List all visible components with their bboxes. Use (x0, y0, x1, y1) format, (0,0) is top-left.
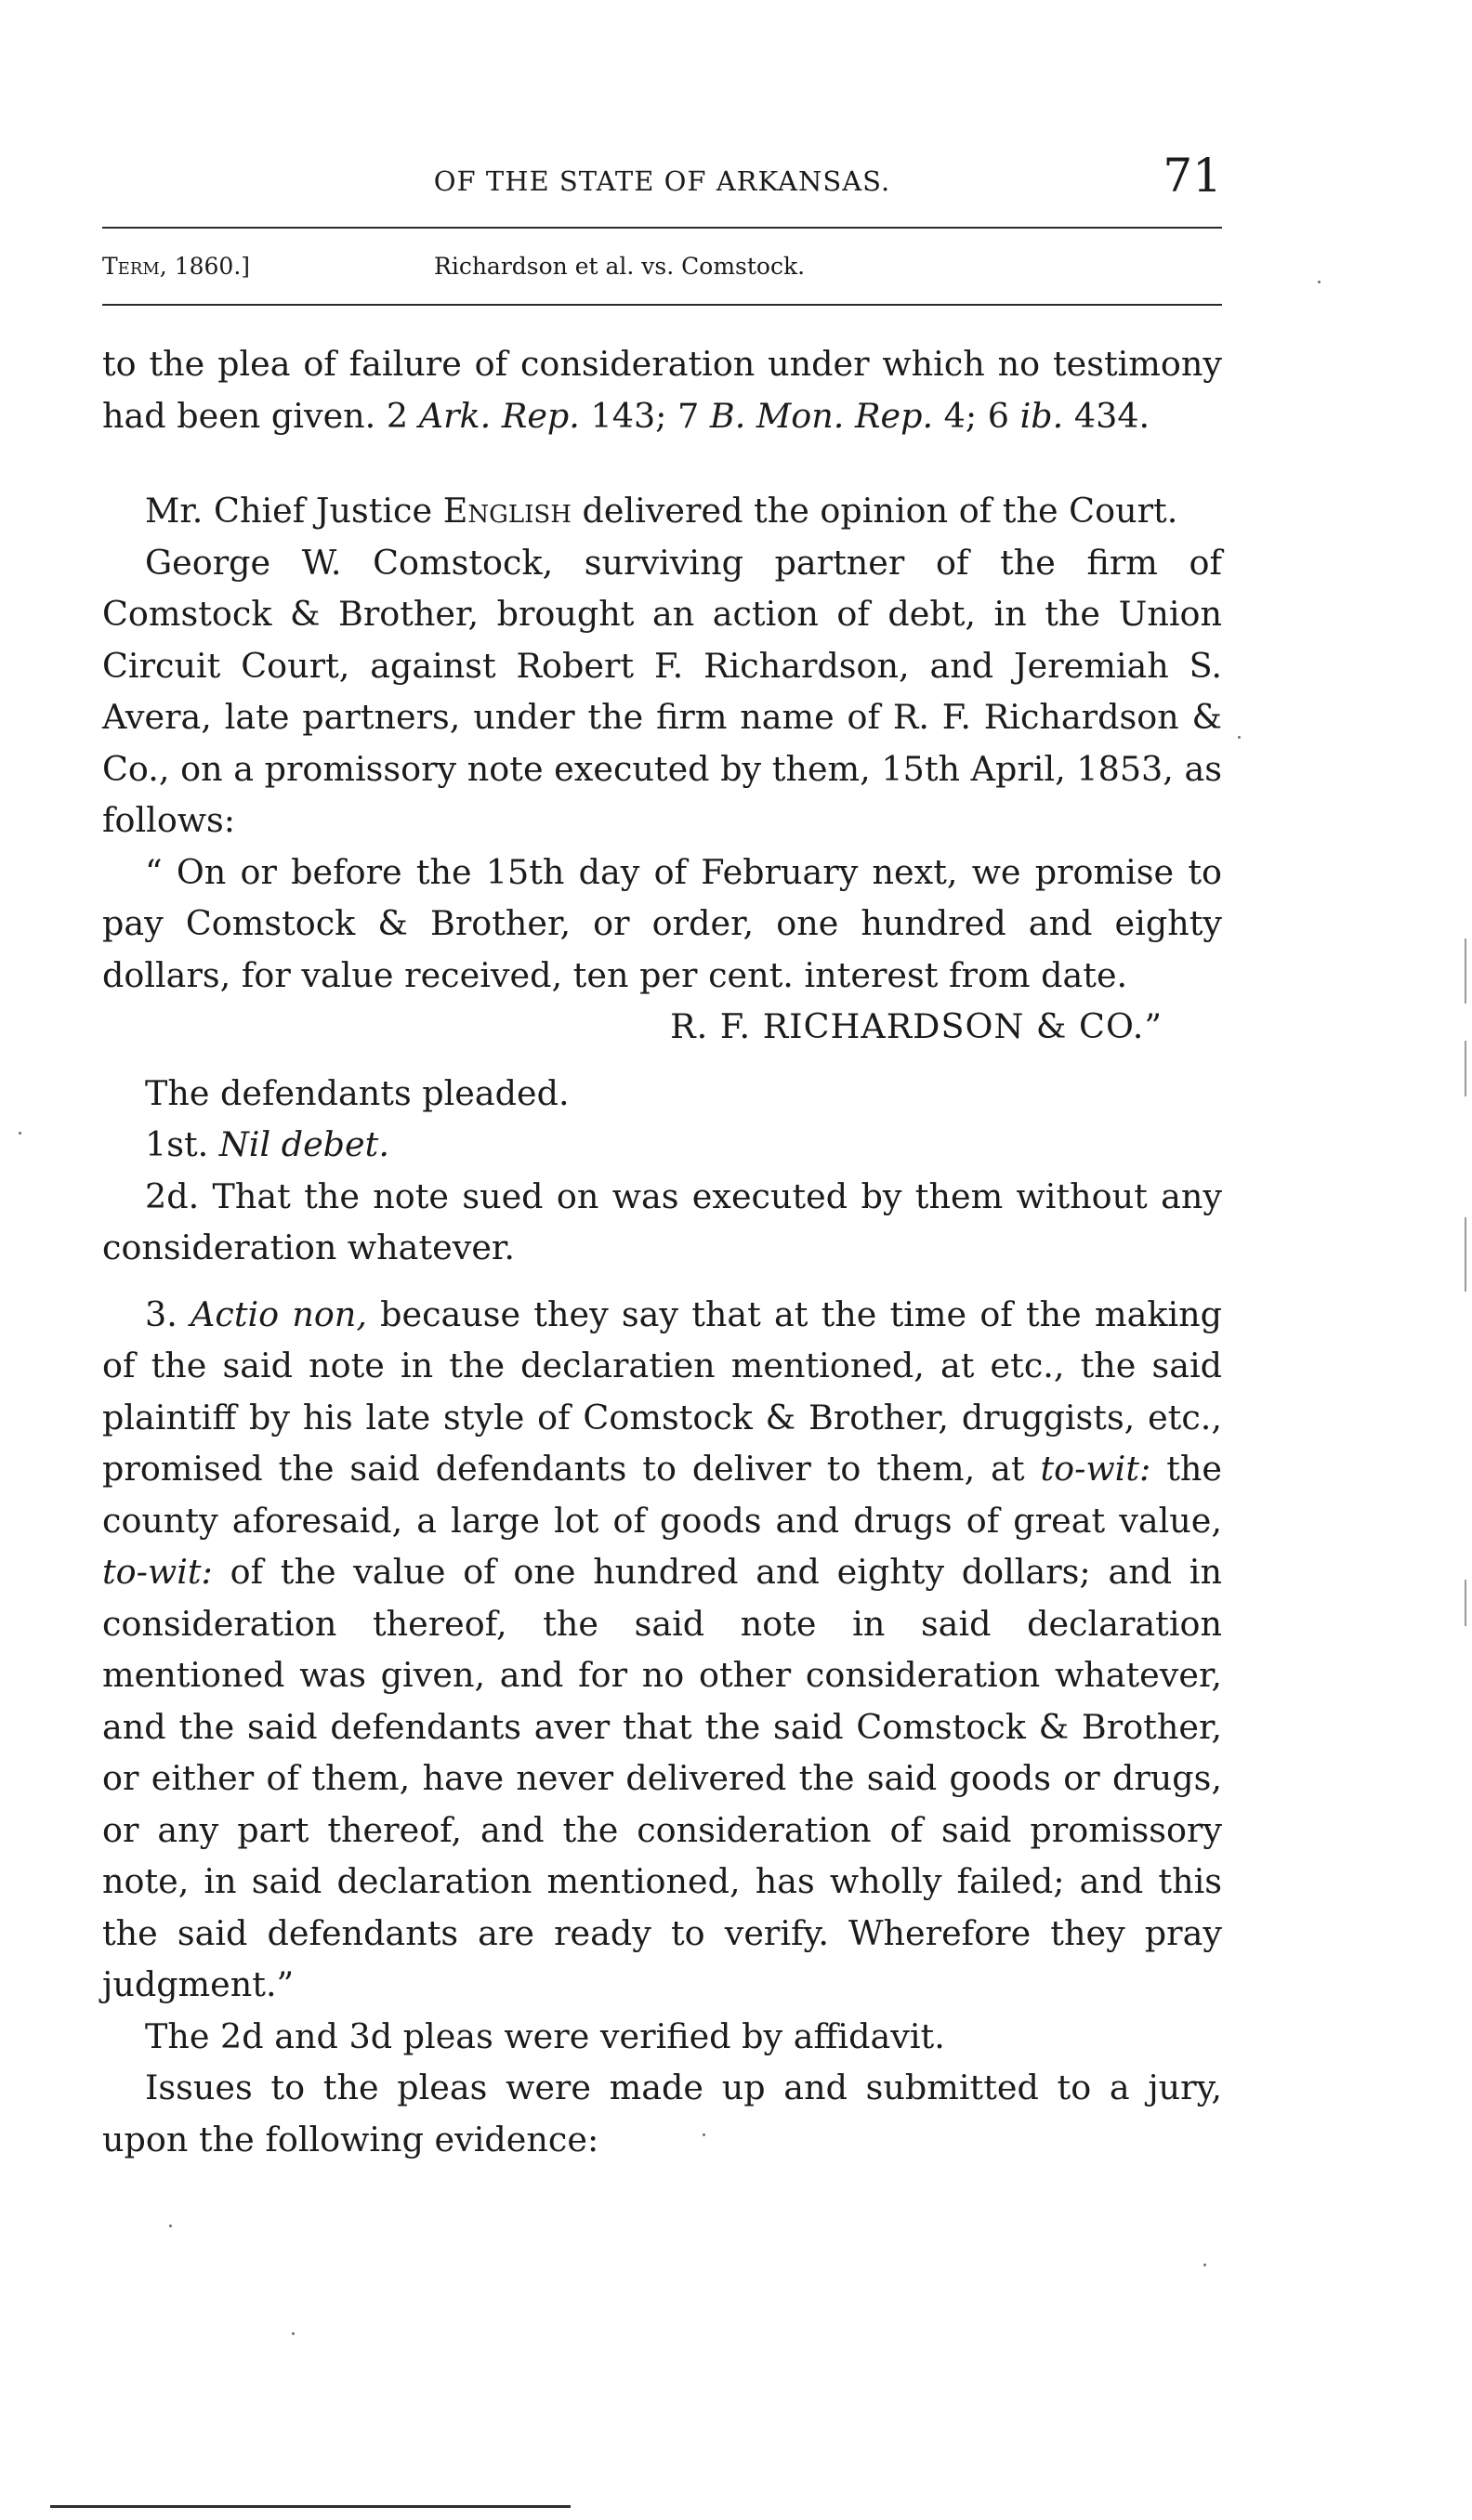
paragraph-issues: Issues to the pleas were made up and submitted to a jury, upon the following evidence: (102, 2067, 1222, 2159)
paragraph-third-plea: 3. Actio non, because they say that at the time of the making of the said note in the declaratien mentioned, at etc., the said plaintiff by his late style of Comstock & Brother, druggists, etc., promised the said defendants to deliver to them, at to-wit: the county aforesaid, a large lot of goods and drugs of great value, to-wit: of the value of one hundred and eighty dollars; and in consideration thereof, the said note in said declaration mentioned was given, and for no other consideration whatever, and the said defendants aver that the said Comstock & Brother, or either of them, have never delivered the said goods or drugs, or any part thereof, and the consideration of said promissory note, in said declaration mentioned, has wholly failed; and this the said defendants are ready to verify. Wherefore they pray judgment.” (102, 1293, 1223, 2004)
scan-margin-mark (1465, 1217, 1466, 1292)
header-rule-top (102, 227, 1222, 229)
paragraph-pleaded: The defendants pleaded. (145, 1072, 570, 1113)
paragraph-first-plea: 1st. Nil debet. (145, 1124, 389, 1164)
scan-speck (703, 2133, 705, 2136)
scan-speck (169, 2225, 172, 2227)
scan-bottom-edge (50, 2505, 571, 2508)
scan-speck (19, 1132, 21, 1135)
scan-margin-mark (1465, 1580, 1466, 1626)
paragraph-opinion-intro: Mr. Chief Justice English delivered the opinion of the Court. (145, 491, 1178, 531)
scan-margin-mark (1465, 938, 1466, 1004)
case-subheader (102, 253, 1222, 290)
scan-speck (1203, 2264, 1206, 2266)
header-rule-bottom (102, 304, 1222, 306)
term-label: Term, 1860.] (102, 253, 251, 280)
paragraph-note-text: “ On or before the 15th day of February next, we promise to pay Comstock & Brother, or order, one hundred and eighty dollars, for value received, ten per cent. interest from date. (102, 851, 1222, 995)
opinion-body (102, 338, 1222, 2165)
running-title: OF THE STATE OF ARKANSAS. (433, 165, 891, 197)
scan-speck (292, 2332, 295, 2335)
note-signature: R. F. RICHARDSON & CO.” (670, 1006, 1163, 1046)
scan-speck (1238, 736, 1241, 739)
paragraph-action: George W. Comstock, surviving partner of the firm of Comstock & Brother, brought an action of debt, in the Union Circuit Court, against Robert F. Richardson, and Jeremiah S. Avera, late partners, under the firm name of R. F. Richardson & Co., on a promissory note executed by them, 15th April, 1853, as follows: (102, 542, 1222, 840)
scan-margin-mark (1465, 1041, 1466, 1096)
running-head (102, 149, 1222, 214)
case-title: Richardson et al. vs. Comstock. (434, 253, 806, 280)
paragraph-plea-citations: to the plea of failure of consideration under which no testimony had been given. 2 Ark. Rep. 143; 7 B. Mon. Rep. 4; 6 ib. 434. (102, 344, 1222, 436)
page-number: 71 (1163, 149, 1222, 203)
paragraph-second-plea: 2d. That the note sued on was executed by them without any consideration whatever. (102, 1175, 1222, 1267)
scan-speck (1318, 281, 1321, 283)
paragraph-affidavit: The 2d and 3d pleas were verified by affidavit. (145, 2015, 945, 2056)
justice-name: English (442, 491, 572, 531)
